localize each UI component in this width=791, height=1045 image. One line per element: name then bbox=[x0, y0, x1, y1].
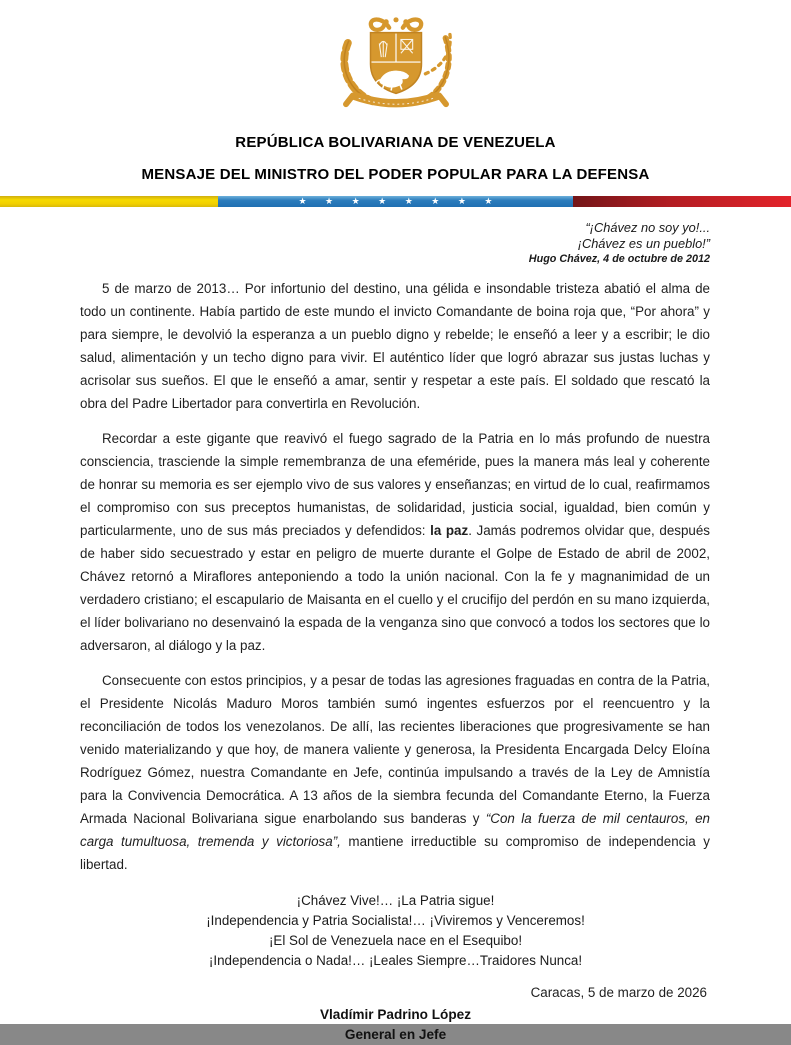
quote-line-2: ¡Chávez es un pueblo!” bbox=[577, 236, 710, 251]
republic-title: REPÚBLICA BOLIVARIANA DE VENEZUELA bbox=[235, 134, 556, 151]
paragraph-1-text: 5 de marzo de 2013… Por infortunio del destino, una gélida e insondable tristeza abatió el alma de todo un continente. Había partido de este mundo el invicto Comandante de boina roja que, “Por ahora” y para siempre, le devolvió la esperanza a un pueblo digno y rebelde; le enseñó a leer y a escribir; le dio salud, alimentación y un techo digno para vivir. El auténtico líder que logró abrazar sus justas luchas y acrisolar sus sueños. El que le enseñó a amar, sentir y respetar a este país. El soldado que rescató la obra del Padre Libertador para convertirla en Revolución. bbox=[80, 281, 710, 411]
flag-yellow-band bbox=[0, 196, 218, 207]
slogan-line-4: ¡Independencia o Nada!… ¡Leales Siempre…Traidores Nunca! bbox=[208, 953, 583, 968]
paragraph-3 bbox=[80, 669, 710, 876]
flag-divider-bar bbox=[0, 196, 791, 207]
flag-blue-band bbox=[218, 196, 574, 207]
slogan-line-3: ¡El Sol de Venezuela nace en el Esequibo! bbox=[268, 933, 523, 948]
paragraph-2 bbox=[80, 427, 710, 657]
signature-block bbox=[0, 1005, 791, 1045]
coat-of-arms-container bbox=[0, 13, 791, 115]
slogans-block bbox=[0, 891, 791, 971]
message-title: MENSAJE DEL MINISTRO DEL PODER POPULAR PARA LA DEFENSA bbox=[141, 166, 650, 183]
letter-body bbox=[80, 277, 710, 876]
slogan-line-2: ¡Independencia y Patria Socialista!… ¡Viviremos y Venceremos! bbox=[206, 913, 585, 928]
flag-stars: ★ ★ ★ ★ ★ ★ ★ ★ bbox=[298, 196, 501, 206]
paragraph-1 bbox=[80, 277, 710, 415]
paragraph-3-text-after: mantiene irreductible su compromiso de independencia y libertad. bbox=[80, 834, 710, 872]
flag-red-band bbox=[573, 196, 791, 207]
quote-attribution: Hugo Chávez, 4 de octubre de 2012 bbox=[528, 253, 710, 265]
signatory-name: Vladímir Padrino López bbox=[319, 1007, 472, 1022]
venezuela-coat-of-arms-icon bbox=[326, 13, 466, 115]
dateline: Caracas, 5 de marzo de 2026 bbox=[530, 985, 707, 1000]
quote-line-1: “¡Chávez no soy yo!... bbox=[585, 220, 710, 235]
paragraph-3-text: Consecuente con estos principios, y a pesar de todas las agresiones fraguadas en contra de la Patria, el Presidente Nicolás Maduro Moros también sumó ingentes esfuerzos por el reencuentro y la reconciliación de todos los venezolanos. De allí, las recientes liberaciones que progresivamente se han venido materializando y que hoy, de manera valiente y generosa, la Presidenta Encargada Delcy Eloína Rodríguez Gómez, nuestra Comandante en Jefe, continúa impulsando a través de la Ley de Amnistía para la Convivencia Democrática. A 13 años de la siembra fecunda del Comandante Eterno, la Fuerza Armada Nacional Bolivariana sigue enarbolando sus banderas y bbox=[80, 673, 710, 826]
paragraph-2-text-after: . Jamás podremos olvidar que, después de haber sido secuestrado y estar en peligro de muerte durante el Golpe de Estado de abril de 2002, Chávez retornó a Miraflores anteponiendo a todo la unión nacional. Con la fe y magnanimidad de un verdadero cristiano; el escapulario de Maisanta en el cuello y el crucifijo del perdón en su mano izquierda, el líder bolivariano no desenvainó la espada de la venganza sino que convocó a todos los sectores que lo adversaron, al diálogo y la paz. bbox=[80, 523, 710, 653]
paragraph-3-italic-quote: “Con la fuerza de mil centauros, en carga tumultuosa, tremenda y victoriosa”, bbox=[80, 811, 710, 849]
paragraph-2-text: Recordar a este gigante que reavivó el fuego sagrado de la Patria en lo más profundo de nuestra consciencia, trasciende la simple remembranza de una efeméride, pues la manera más leal y coherente de honrar su memoria es ser ejemplo vivo de sus valores y enseñanzas; en virtud de lo cual, reafirmamos el compromiso con sus preceptos humanistas, de solidaridad, justicia social, igualdad, bien común y particularmente, uno de sus más preciados y defendidos: bbox=[80, 431, 710, 538]
epigraph-quote bbox=[0, 220, 710, 266]
slogan-line-1: ¡Chávez Vive!… ¡La Patria sigue! bbox=[296, 893, 495, 908]
paragraph-2-bold-phrase: la paz bbox=[430, 523, 469, 538]
signatory-rank: General en Jefe bbox=[344, 1027, 447, 1042]
